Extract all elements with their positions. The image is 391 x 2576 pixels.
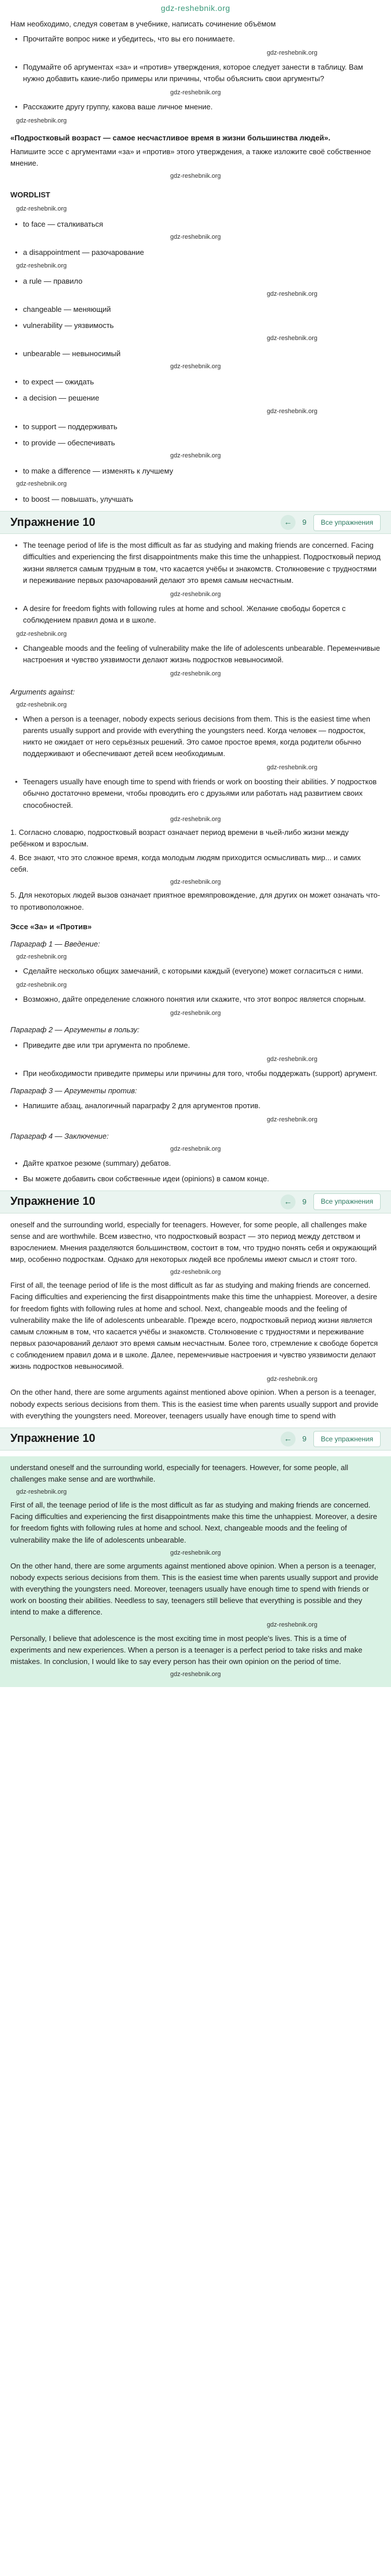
- essay-highlight-block: [0, 1456, 391, 1687]
- watermark: gdz-reshebnik.org: [266, 49, 317, 56]
- watermark: gdz-reshebnik.org: [170, 1269, 221, 1276]
- wordlist-item: • to boost — повышать, улучшать: [10, 494, 381, 505]
- watermark: gdz-reshebnik.org: [16, 205, 67, 213]
- watermark: gdz-reshebnik.org: [170, 815, 221, 823]
- watermark: gdz-reshebnik.org: [170, 1549, 221, 1556]
- wordlist-item: • to make a difference — изменять к лучшему: [10, 465, 381, 477]
- site-logo[interactable]: gdz-reshebnik.org: [160, 3, 231, 13]
- watermark: gdz-reshebnik.org: [266, 1376, 317, 1383]
- watermark: gdz-reshebnik.org: [16, 953, 67, 960]
- watermark: gdz-reshebnik.org: [16, 631, 67, 638]
- argument-against: • Teenagers usually have enough time to spend with friends or work on boosting their abilities. У подростков обычно достаточно времени, чтобы проводить его с друзьями или работать над развитием своих способностей.: [10, 776, 381, 811]
- plan-item: • Дайте краткое резюме (summary) дебатов.: [10, 1158, 381, 1169]
- wordlist-item: • to expect — ожидать: [10, 376, 381, 388]
- watermark: gdz-reshebnik.org: [170, 1146, 221, 1153]
- watermark: gdz-reshebnik.org: [170, 1010, 221, 1017]
- plan-label: Параграф 3 — Аргументы против:: [10, 1086, 137, 1095]
- essay-quote-note: Напишите эссе с аргументами «за» и «против» этого утверждения, а также изложите своё собственное мнение.: [10, 147, 371, 167]
- intro-text: Нам необходимо, следуя советам в учебнике, написать сочинение объёмом: [10, 19, 276, 28]
- essay-quote: «Подростковый возраст — самое несчастливое время в жизни большинства людей».: [10, 133, 331, 142]
- watermark: gdz-reshebnik.org: [170, 452, 221, 459]
- argument-for: • Changeable moods and the feeling of vulnerability make the life of adolescents unbearable. Переменчивые настроения и чувство уязвимости делают жизнь подростков невыносимой.: [10, 643, 381, 666]
- wordlist-item: • a decision — решение: [10, 392, 381, 404]
- wordlist-item: • to support — поддерживать: [10, 421, 381, 433]
- prev-arrow-icon[interactable]: ←: [281, 1432, 296, 1447]
- tip-item: • Расскажите другу группу, какова ваше личное мнение.: [10, 101, 381, 113]
- watermark: gdz-reshebnik.org: [266, 1116, 317, 1124]
- watermark: gdz-reshebnik.org: [16, 982, 67, 989]
- watermark: gdz-reshebnik.org: [266, 1055, 317, 1063]
- watermark: gdz-reshebnik.org: [170, 1670, 221, 1678]
- arguments-against-label: Arguments against:: [10, 687, 75, 696]
- wordlist-item: • to provide — обеспечивать: [10, 437, 381, 449]
- essay-paragraph: On the other hand, there are some arguments against mentioned above opinion. When a person is a teenager, nobody expects serious decisions from them. This is the easiest time when parents usually support and provide with everything the youngsters need. Moreover, teenagers usually have enough time to spend with friends or work on boosting their abilities. Needless to say, teenagers still believe that everything is possible and they intend to make a difference.: [10, 1561, 378, 1617]
- tip-item: • Подумайте об аргументах «за» и «против» утверждения, которое следует занести в таблицу. Вам нужно добавить какие-либо примеры или причины, чтобы объяснить свои аргументы?: [10, 62, 381, 85]
- all-exercises-button[interactable]: Все упражнения: [313, 1193, 381, 1210]
- tip-item: • Прочитайте вопрос ниже и убедитесь, что вы его понимаете.: [10, 33, 381, 45]
- watermark: gdz-reshebnik.org: [266, 407, 317, 415]
- plan-item: • Приведите две или три аргумента по проблеме.: [10, 1040, 381, 1051]
- all-exercises-button[interactable]: Все упражнения: [313, 514, 381, 531]
- wordlist-item: • to face — сталкиваться: [10, 219, 381, 230]
- numbered-item: 1. Согласно словарю, подростковый возраст означает период времени в чьей-либо жизни между ребёнком и взрослым.: [10, 827, 349, 848]
- prev-exercise-link[interactable]: 9: [302, 1434, 306, 1443]
- plan-item: • Вы можете добавить свои собственные идеи (opinions) в самом конце.: [10, 1173, 381, 1185]
- wordlist-item: • unbearable — невыносимый: [10, 348, 381, 360]
- exercise-nav: [281, 514, 381, 531]
- watermark: gdz-reshebnik.org: [170, 670, 221, 678]
- watermark: gdz-reshebnik.org: [266, 290, 317, 297]
- prev-arrow-icon[interactable]: ←: [281, 515, 296, 530]
- wordlist-item: • changeable — меняющий: [10, 304, 381, 315]
- numbered-item: 4. Все знают, что это сложное время, когда молодым людям приходится осмысливать мир... и самих себя.: [10, 853, 361, 874]
- watermark: gdz-reshebnik.org: [170, 172, 221, 180]
- wordlist-title: WORDLIST: [10, 190, 51, 199]
- prev-exercise-link[interactable]: 9: [302, 1197, 306, 1206]
- watermark: gdz-reshebnik.org: [16, 1489, 67, 1496]
- exercise-nav: [281, 1193, 381, 1210]
- watermark: gdz-reshebnik.org: [170, 234, 221, 241]
- argument-for: • A desire for freedom fights with following rules at home and school. Желание свободы борется с соблюдением правил дома и в школе.: [10, 603, 381, 626]
- exercise-title: Упражнение 10: [10, 1195, 95, 1208]
- essay-paragraph: On the other hand, there are some arguments against mentioned above opinion. When a person is a teenager, nobody expects serious decisions from them. This is the easiest time when parents usually support and provide with everything the youngsters need. Moreover, teenagers usually have enough time to spend with: [10, 1388, 378, 1420]
- watermark: gdz-reshebnik.org: [170, 879, 221, 886]
- exercise-header: [0, 1190, 391, 1213]
- plan-item: • Возможно, дайте определение сложного понятия или скажите, что этот вопрос является спорным.: [10, 994, 381, 1005]
- wordlist-item: • a rule — правило: [10, 276, 381, 287]
- argument-for: • The teenage period of life is the most difficult as far as studying and making friends are concerned. Facing difficulties and experiencing the first disappointments make this time the unhappiest. Подростковый период жизни является самым трудным в том, что касается учёбы и знакомств. Столкновение с трудностями и переживание первых разочарований делают это время самым несчастным.: [10, 540, 381, 586]
- essay-paragraph: Personally, I believe that adolescence is the most exciting time in most people's lives. This is a time of experiments and new experiences. When a person is a teenager is a perfect period to take risks and make mistakes. In conclusion, I would like to say every person has their own opinion on the period of time.: [10, 1634, 363, 1666]
- watermark: gdz-reshebnik.org: [170, 363, 221, 371]
- essay-plan-title: Эссе «За» и «Против»: [10, 922, 92, 931]
- argument-against: • When a person is a teenager, nobody expects serious decisions from them. This is the easiest time when parents usually support and provide with everything the youngsters need. Когда человек — подросток, никто не ожидает от него серьёзных решений. Это самое простое время, когда родители обычно поддерживают и обеспечивают детей всем необходимым.: [10, 713, 381, 760]
- plan-item: • Сделайте несколько общих замечаний, с которыми каждый (everyone) может согласиться с ними.: [10, 965, 381, 977]
- watermark: gdz-reshebnik.org: [16, 262, 67, 269]
- watermark: gdz-reshebnik.org: [170, 89, 221, 97]
- essay-paragraph: First of all, the teenage period of life is the most difficult as far as studying and making friends are concerned. Facing difficulties and experiencing the first disappointments make this time the unhappiest. Moreover, a desire for freedom fights with following rules at home and school. Next, changeable moods and the feeling of vulnerability make the life of adolescents unbearable. Прежде всего, подростковый период жизни является самым сложным в том, что касается учёбы и знакомств. Столкновение с трудностями и переживание первых разочарований делают это время самым несчастным. Более того, стремление к свободе борется с соблюдением правил дома и в школе. Далее, переменчивые настроения и чувство уязвимости делают жизнь подростков невыносимой.: [10, 1281, 378, 1371]
- all-exercises-button[interactable]: Все упражнения: [313, 1431, 381, 1448]
- watermark: gdz-reshebnik.org: [16, 480, 67, 488]
- plan-label: Параграф 2 — Аргументы в пользу:: [10, 1025, 140, 1035]
- watermark: gdz-reshebnik.org: [16, 117, 67, 125]
- exercise-title: Упражнение 10: [10, 516, 95, 529]
- plan-label: Параграф 4 — Заключение:: [10, 1132, 109, 1141]
- essay-paragraph: First of all, the teenage period of life is the most difficult as far as studying and making friends are concerned. Facing difficulties and experiencing the first disappointments make this time the unhappiest. Moreover, a desire for freedom fights with following rules at home and school. Next, changeable moods and the feeling of vulnerability make the life of adolescents unbearable.: [10, 1501, 377, 1544]
- exercise-title: Упражнение 10: [10, 1432, 95, 1445]
- plan-item: • Напишите абзац, аналогичный параграфу 2 для аргументов против.: [10, 1100, 381, 1112]
- plan-label: Параграф 1 — Введение:: [10, 939, 100, 948]
- watermark: gdz-reshebnik.org: [266, 1621, 317, 1629]
- exercise-header: [0, 1428, 391, 1451]
- essay-paragraph: oneself and the surrounding world, especially for teenagers. However, for some people, all challenges make sense and are worthwhile. Всем известно, что подростковый возраст — это период между детством и взрослением. Мнения разделяются большинством, состоит в том, что трудно понять себя и окружающий мир, особенно подросткам. Однако для некоторых людей все проблемы имеют смысл и стоят того.: [10, 1220, 377, 1264]
- exercise-header: [0, 511, 391, 534]
- watermark: gdz-reshebnik.org: [266, 335, 317, 342]
- essay-paragraph: understand oneself and the surrounding world, especially for teenagers. However, for some people, all challenges make sense and are worthwhile.: [10, 1463, 348, 1483]
- wordlist-item: • a disappointment — разочарование: [10, 247, 381, 258]
- watermark: gdz-reshebnik.org: [170, 590, 221, 598]
- watermark: gdz-reshebnik.org: [266, 764, 317, 772]
- wordlist-item: • vulnerability — уязвимость: [10, 320, 381, 331]
- prev-arrow-icon[interactable]: ←: [281, 1194, 296, 1209]
- numbered-item: 5. Для некоторых людей вызов означает приятное времяпровождение, для других он может означать что-то противоположное.: [10, 891, 380, 911]
- plan-item: • При необходимости приведите примеры или причины для того, чтобы поддержать (support) аргумент.: [10, 1068, 381, 1079]
- prev-exercise-link[interactable]: 9: [302, 518, 306, 527]
- watermark: gdz-reshebnik.org: [16, 701, 67, 708]
- exercise-nav: [281, 1431, 381, 1448]
